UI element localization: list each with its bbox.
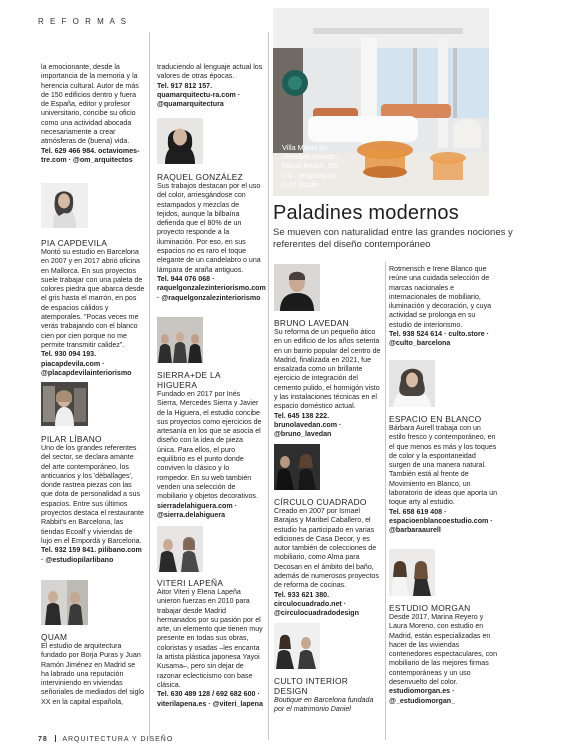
designer-bio: Uno de los grandes referentes del sector, se declara amante del arte contemporáneo, los anticuarios y los 'dèballages', donde rastrea piezas con las que dota de personalidad a sus espacios. Entre sus últimos proyectos destaca el restaurante Rabbit's en Barcelona, las tiendas Ecoalf y viviendas de lujo en el Empordà y Barcelona. bbox=[41, 444, 144, 545]
designer-bio: Desde 2017, Marina Reyero y Laura Moreno, con estudio en Madrid, están especializadas en hacer de las viviendas contenedores espectaculares, con mobiliario de las mejores firmas contemporáneas y un uso desenvuelto del color. bbox=[389, 613, 498, 687]
portrait-photo bbox=[41, 382, 88, 426]
magazine-name: ARQUITECTURA Y DISEÑO bbox=[62, 736, 174, 743]
footer-separator bbox=[55, 735, 56, 742]
contact-line: Tel. 932 159 841. pilibano.com · @estudiopilarlibano bbox=[41, 546, 142, 564]
contact-line: Tel. 629 466 984. octaviomes-tre.com · @om_arquitectos bbox=[41, 146, 140, 164]
page-footer bbox=[38, 735, 173, 743]
column-4 bbox=[389, 265, 499, 349]
contact-line: Tel. 938 524 614 · culto.store · @culto_barcelona bbox=[389, 330, 490, 348]
designer-name: QUAM bbox=[41, 632, 68, 642]
designer-name: CÍRCULO CUADRADO bbox=[274, 497, 367, 507]
feature-title: Paladines modernos bbox=[273, 202, 459, 224]
designer-bio: Bárbara Aurell trabaja con un estilo fresco y contemporáneo, en el que menos es más y los toques de color y la espontaneidad surgen de una manera natural. También está al frente de Movimiento en Blanco, un laboratorio de ideas que aporta un toque arty al estudio. bbox=[389, 424, 498, 507]
designer-bruno-lavedan bbox=[274, 318, 382, 440]
designer-name: ESTUDIO MORGAN bbox=[389, 603, 471, 613]
contact-line: Tel. 944 076 068 · raquelgonzalezinteriorismo.com · @raquelgonzalezinteriorismo bbox=[157, 274, 266, 302]
portrait-photo bbox=[41, 580, 88, 625]
designer-viteri-lapena bbox=[157, 578, 263, 709]
designer-bio: Fundado en 2017 por Inés Sierra, Mercedes Sierra y Javier de la Higuera, el estudio concibe sus proyectos como ejercicios de artesanía en los que se asocia el diseño con la idea de pieza única. Para ellos, el puro equilibrio es el punto donde conviven lo clásico y lo rompedor. En su web también venden una selección de mobiliario y objetos decorativos. bbox=[157, 390, 262, 501]
designer-sierra-de-la-higuera bbox=[157, 370, 263, 520]
designer-name: ESPACIO EN BLANCO bbox=[389, 414, 482, 424]
feature-subtitle: Se mueven con naturalidad entre las grandes nociones y referentes del diseño contemporáneo bbox=[273, 227, 513, 250]
portrait-photo bbox=[157, 118, 203, 164]
contact-line: Tel. 917 812 157. quamarquitectu-ra.com · @quamarquitectura bbox=[157, 81, 241, 109]
designer-circulo-cuadrado bbox=[274, 497, 382, 619]
contact-line: sierradelahiguera.com · @sierra.delahiguera bbox=[157, 501, 238, 519]
hero-caption: Villa Miami en Venetian Islands, Miami Beach, EE. UU., proyecto de LUV Studio. bbox=[282, 143, 340, 189]
intro-text: Rotmensch e Irene Blanco que reúne una cuidada selección de marcas nacionales e internacionales de mobiliario, iluminación y decoración, y cuya actividad se prolonga en su estudio de interiorismo. bbox=[389, 265, 492, 329]
designer-name: RAQUEL GONZÁLEZ bbox=[157, 172, 244, 182]
designer-name: PILAR LÍBANO bbox=[41, 434, 102, 444]
contact-line: Tel. 933 621 380. circulocuadrado.net · @circulocuadradodesign bbox=[274, 590, 359, 618]
designer-bio: Creado en 2007 por Ismael Barajas y Maribel Caballero, el estudio ha participado en varias ediciones de Casa Decor, y es autor también de colecciones de mobiliario, como Alma para Decosan en el ámbito del baño, además de numerosos proyectos de reforma de cocinas. bbox=[274, 507, 379, 590]
column-2 bbox=[157, 63, 263, 109]
duo-photo bbox=[157, 526, 203, 572]
designer-name: BRUNO LAVEDAN bbox=[274, 318, 349, 328]
designer-bio: Montó su estudio en Barcelona en 2007 y en 2017 abrió oficina en Mallorca. En sus proyectos suele trabajar con una paleta de colores piedra que abarca desde el gris hasta el marrón, en pos de espacios cálidos y atemporales. "Pocas veces me verás trabajando con el blanco cien por cien porque no me permite transmitir calidez". bbox=[41, 248, 145, 349]
duo-photo bbox=[274, 623, 320, 669]
contact-line: Tel. 630 489 128 / 692 682 600 · viterilapena.es · @viteri_lapena bbox=[157, 690, 263, 708]
designer-espacio-en-blanco bbox=[389, 414, 499, 536]
column-divider bbox=[268, 32, 269, 740]
designer-pia-capdevila bbox=[41, 238, 145, 378]
intro-text: la emocionante, desde la importancia de la memoria y la herencia cultural. Autor de más de 150 edificios dentro y fuera de España, editor y profesor universitario, concibe su oficio como una actividad abocada necesariamente a crear atmósferas de (buena) vida. bbox=[41, 63, 139, 146]
designer-quam bbox=[41, 632, 145, 707]
designer-pilar-libano bbox=[41, 434, 145, 565]
duo-photo bbox=[389, 549, 435, 596]
designer-bio: El estudio de arquitectura fundado por Borja Puras y Juan Ramón Jiménez en Madrid se ha labrado una reputación interviniendo en viviendas señoriales de mediados del siglo XX en la capital española, bbox=[41, 642, 144, 706]
portrait-photo bbox=[41, 183, 88, 228]
portrait-photo bbox=[274, 264, 320, 311]
designer-name: VITERI LAPEÑA bbox=[157, 578, 224, 588]
portrait-photo bbox=[389, 360, 435, 407]
contact-line: Tel. 645 138 222. brunolavedan.com · @bruno_lavedan bbox=[274, 411, 342, 439]
designer-bio: Su reforma de un pequeño ático en un edificio de los años setenta en un barrio popular del centro de Madrid, finalizada en 2021, fue ensalzada como un brillante ejercicio de integración del cemento pulido, el hormigón visto y las instalaciones técnicas en el espacio doméstico actual. bbox=[274, 328, 381, 411]
column-divider bbox=[149, 32, 150, 740]
intro-text: traduciendo al lenguaje actual los valores de otras épocas. bbox=[157, 63, 263, 81]
contact-line: Tel. 930 094 193. piacapdevila.com · @placapdevilainteriorismo bbox=[41, 350, 132, 377]
designer-bio: Sus trabajos destacan por el uso del color, arriesgándose con estampados y mezclas de tejidos, aunque la bilbaína defienda que el 80% de un proyecto responde a la iluminación. Por eso, en sus espacios no es raro el toque elegante de un candelabro o una lámpara de araña antiguos. bbox=[157, 182, 261, 274]
designer-raquel-gonzalez bbox=[157, 172, 266, 303]
column-divider bbox=[385, 262, 386, 740]
column-1 bbox=[41, 63, 145, 165]
duo-photo bbox=[274, 444, 320, 490]
section-header: R E F O R M A S bbox=[38, 17, 129, 26]
designer-name: CULTO INTERIOR DESIGN bbox=[274, 676, 349, 696]
group-photo bbox=[157, 317, 203, 363]
designer-culto-interior-design bbox=[274, 676, 382, 715]
designer-name: PIA CAPDEVILA bbox=[41, 238, 108, 248]
designer-name: SIERRA+DE LA HIGUERA bbox=[157, 370, 221, 390]
designer-bio: Aitor Viteri y Elena Lapeña unieron fuerzas en 2010 para trabajar desde Madrid hermanados por su pasión por el arte, un elemento que tienen muy presente en todas sus obras, coloristas y osadas –les encanta la artista plástica japonesa Yayoi Kusama–, pero sin dejar de razonar eclecticismo con base clásica. bbox=[157, 588, 263, 689]
contact-line: estudiomorgan.es · @_estudiomorgan_ bbox=[389, 687, 456, 705]
contact-line: Tel. 658 619 408 · espacioenblancoestudio.com · @barbaraaurell bbox=[389, 507, 493, 535]
designer-estudio-morgan bbox=[389, 603, 499, 706]
designer-bio: Boutique en Barcelona fundada por el matrimonio Daniel bbox=[274, 696, 374, 714]
page-number: 78 bbox=[38, 736, 48, 743]
